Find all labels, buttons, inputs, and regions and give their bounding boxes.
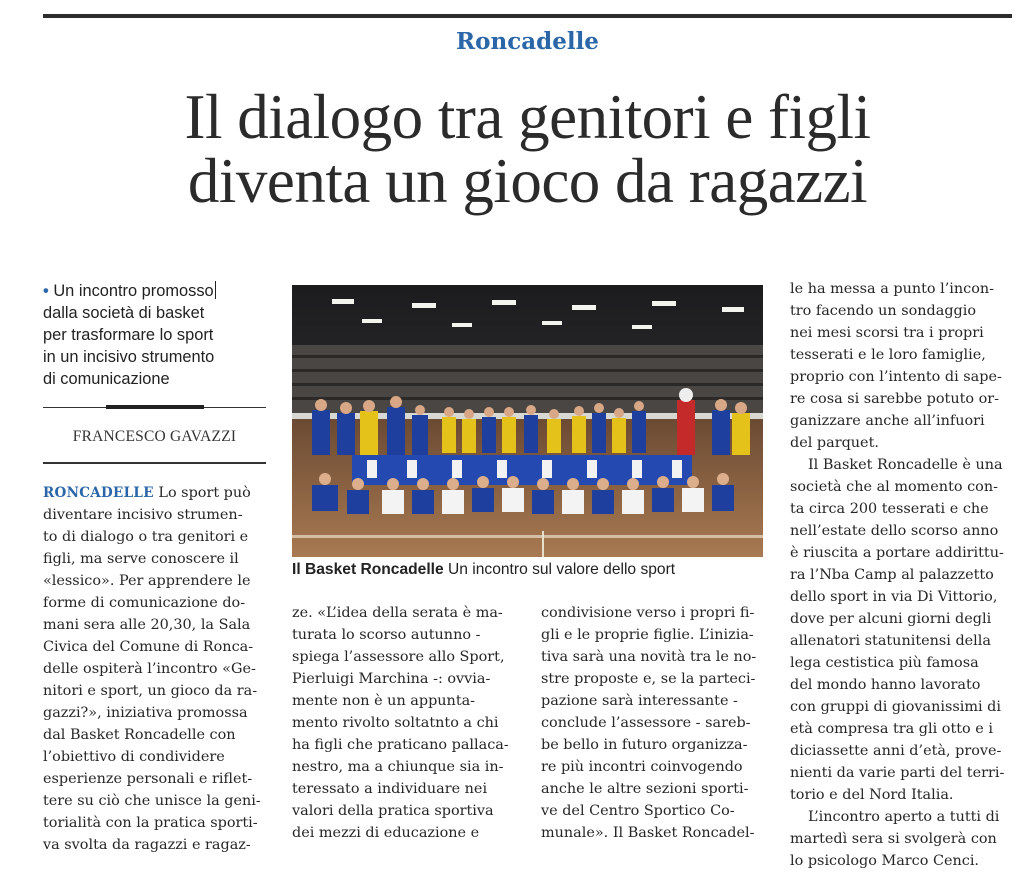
body-column-3	[541, 602, 764, 844]
body-line: dove per alcuni giorni degli	[790, 611, 992, 627]
body-line: Civica del Comune di Ronca-	[43, 639, 254, 655]
top-rule	[43, 14, 1012, 18]
body-line: ve del Centro Sportico Co-	[541, 803, 735, 819]
divider-accent	[106, 405, 204, 409]
summary-line-4: in un incisivo strumento	[43, 348, 215, 366]
body-line: nienti da varie parti del terri-	[790, 765, 1005, 781]
body-line: conclude l’assessore - sareb-	[541, 715, 751, 731]
body-line: re cosa si sarebbe potuto or-	[790, 391, 1000, 407]
body-line: delle ospiterà l’incontro «Ge-	[43, 661, 256, 677]
body-line: torialità con la pratica sporti-	[43, 815, 258, 831]
body-line: Pierluigi Marchina -: ovvia-	[292, 671, 491, 687]
summary-line-2: dalla società di basket	[43, 304, 205, 322]
body-line: munale». Il Basket Roncadel-	[541, 825, 755, 841]
body-line: «lessico». Per apprendere le	[43, 573, 251, 589]
body-line: tere su ciò che unisce la geni-	[43, 793, 261, 809]
body-line: stre proposte e, se la parteci-	[541, 671, 756, 687]
section-kicker: Roncadelle	[456, 28, 599, 55]
caption-bold: Il Basket Roncadelle	[292, 561, 444, 578]
body-line: l’obiettivo di condividere	[43, 749, 225, 765]
body-line: va svolta da ragazzi e ragaz-	[43, 837, 251, 853]
body-line: del parquet.	[790, 435, 879, 451]
body-line: RONCADELLE Lo sport può	[43, 485, 251, 501]
body-column-1	[43, 482, 266, 856]
body-line: spiega l’assessore allo Sport,	[292, 649, 505, 665]
body-line: lo psicologo Marco Cenci.	[790, 853, 980, 869]
bullet-icon: •	[43, 282, 49, 300]
photo-caption	[292, 561, 772, 579]
body-line: martedì sera si svolgerà con	[790, 831, 997, 847]
text-cursor	[215, 281, 216, 299]
body-line: teressato a individuare nei	[292, 781, 488, 797]
body-column-2	[292, 602, 515, 844]
body-line: ze. «L’idea della serata è ma-	[292, 605, 503, 621]
body-line: dei mezzi di educazione e	[292, 825, 480, 841]
body-line: tiva sarà una novità tra le no-	[541, 649, 757, 665]
body-line: nei mesi scorsi tra i propri	[790, 325, 984, 341]
summary-line-1: • Un incontro promosso	[43, 282, 214, 300]
body-line: è riuscita a portare addirittu-	[790, 545, 1004, 561]
body-line: allenatori statunitensi della	[790, 633, 991, 649]
body-line: tesserati e le loro famiglie,	[790, 347, 986, 363]
body-line: lega cestistica più famosa	[790, 655, 979, 671]
body-line: gli e le proprie figlie. L’inizia-	[541, 627, 754, 643]
body-line: mento rivolto soltatnto a chi	[292, 715, 499, 731]
body-line: figli, ma serve conoscere il	[43, 551, 239, 567]
body-line: esperienze personali e riflet-	[43, 771, 253, 787]
body-line: forme di comunicazione do-	[43, 595, 246, 611]
headline-line-1: Il dialogo tra genitori e figli	[184, 82, 871, 152]
body-line: anche le altre sezioni sporti-	[541, 781, 749, 797]
body-line: ta circa 200 tesserati e che	[790, 501, 989, 517]
caption-text: Un incontro sul valore dello sport	[448, 561, 676, 578]
body-line: dello sport in via Di Vittorio,	[790, 589, 998, 605]
body-line: torio e del Nord Italia.	[790, 787, 954, 803]
body-line: società che al momento con-	[790, 479, 998, 495]
headline	[43, 82, 1012, 216]
body-line: ganizzare anche all’infuori	[790, 413, 985, 429]
body-column-4	[790, 278, 1012, 872]
body-line: valori della pratica sportiva	[292, 803, 494, 819]
body-line: diciassette anni d’età, prove-	[790, 743, 1002, 759]
headline-line-2: diventa un gioco da ragazzi	[187, 146, 868, 216]
body-line: turata lo scorso autunno -	[292, 627, 481, 643]
team-photo	[292, 285, 763, 557]
body-line: proprio con l’intento di sape-	[790, 369, 1002, 385]
body-line: mani sera alle 20,30, la Sala	[43, 617, 251, 633]
body-line: ha figli che praticano pallaca-	[292, 737, 509, 753]
body-line: con gruppi di giovanissimi di	[790, 699, 1001, 715]
divider	[43, 462, 266, 464]
body-line: be bello in futuro organizza-	[541, 737, 748, 753]
summary-line-3: per trasformare lo sport	[43, 326, 214, 344]
body-line: nestro, ma a chiunque sia in-	[292, 759, 504, 775]
body-line: le ha messa a punto l’incon-	[790, 281, 995, 297]
body-line: età compresa tra gli otto e i	[790, 721, 993, 737]
dateline: RONCADELLE	[43, 485, 154, 501]
body-line: tro facendo un sondaggio	[790, 303, 977, 319]
body-line: condivisione verso i propri fi-	[541, 605, 755, 621]
body-line: dal Basket Roncadelle con	[43, 727, 236, 743]
body-line: re più incontri coinvogendo	[541, 759, 743, 775]
body-line: to di dialogo o tra genitori e	[43, 529, 249, 545]
summary-line-5: di comunicazione	[43, 370, 170, 388]
summary	[43, 280, 243, 390]
body-line: diventare incisivo strumen-	[43, 507, 243, 523]
body-line: gazzi?», iniziativa promossa	[43, 705, 248, 721]
body-line: nell’estate dello scorso anno	[790, 523, 999, 539]
body-line: del mondo hanno lavorato	[790, 677, 981, 693]
body-line: nitori e sport, un gioco da ra-	[43, 683, 258, 699]
body-line: mente non è un appunta-	[292, 693, 476, 709]
body-line: L’incontro aperto a tutti di	[808, 809, 1000, 825]
body-line: Il Basket Roncadelle è una	[808, 457, 1003, 473]
author-byline: FRANCESCO GAVAZZI	[72, 428, 237, 445]
body-line: pazione sarà interessante -	[541, 693, 738, 709]
body-line: ra l’Nba Camp al palazzetto	[790, 567, 994, 583]
